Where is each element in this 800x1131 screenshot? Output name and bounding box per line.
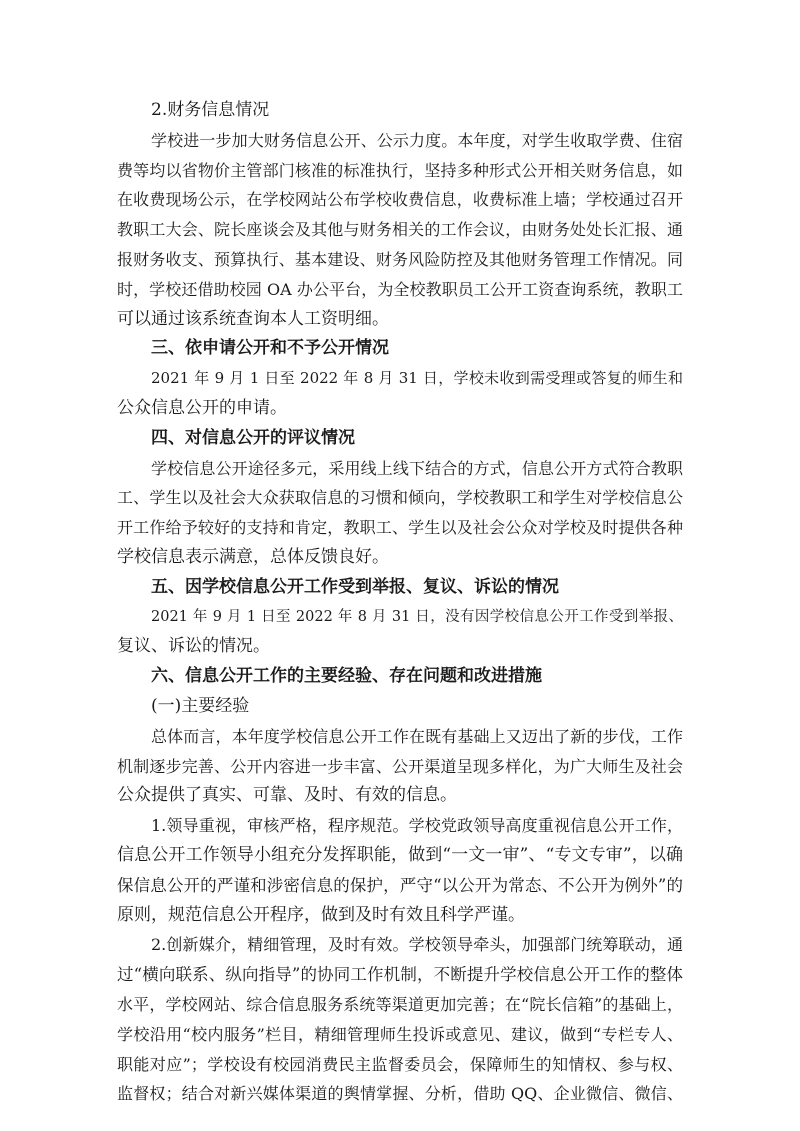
- document-body: [117, 96, 683, 1109]
- paragraph-line: 总体而言，本年度学校信息公开工作在既有基础上又迈出了新的步伐，工作: [151, 726, 683, 746]
- paragraph-line: (一)主要经验: [151, 695, 250, 716]
- paragraph-line: 公众信息公开的申请。: [117, 397, 287, 418]
- paragraph-line: 学校信息表示满意，总体反馈良好。: [117, 546, 389, 567]
- paragraph-line: 公众提供了真实、可靠、及时、有效的信息。: [117, 785, 457, 806]
- section-heading: 五、因学校信息公开工作受到举报、复议、诉讼的情况: [151, 576, 559, 597]
- paragraph-line: 学校信息公开途径多元，采用线上线下结合的方式，信息公开方式符合教职: [151, 458, 683, 478]
- paragraph-line: 职能对应”；学校设有校园消费民主监督委员会，保障师生的知情权、参与权、: [117, 1054, 683, 1074]
- paragraph-line: 2021 年 9 月 1 日至 2022 年 8 月 31 日，没有因学校信息公开工作受到举报、: [151, 608, 683, 625]
- paragraph-line: 机制逐步完善、公开内容进一步丰富、公开渠道呈现多样化，为广大师生及社会: [117, 756, 683, 776]
- paragraph-line: 工、学生以及社会大众获取信息的习惯和倾向，学校教职工和学生对学校信息公: [117, 488, 683, 508]
- paragraph-line: 监督权；结合对新兴媒体渠道的舆情掌握、分析，借助 QQ、企业微信、微信、: [117, 1084, 683, 1104]
- paragraph-line: 1.领导重视，审核严格，程序规范。学校党政领导高度重视信息公开工作，: [151, 816, 683, 836]
- section-heading: 四、对信息公开的评议情况: [151, 427, 355, 448]
- section-heading: 六、信息公开工作的主要经验、存在问题和改进措施: [151, 666, 542, 687]
- paragraph-line: 学校进一步加大财务信息公开、公示力度。本年度，对学生收取学费、住宿: [151, 130, 683, 150]
- paragraph-line: 信息公开工作领导小组充分发挥职能，做到“一文一审”、“专文专审”，以确: [117, 844, 683, 865]
- paragraph-line: 水平，学校网站、综合信息服务系统等渠道更加完善；在“院长信箱”的基础上，: [117, 994, 683, 1014]
- paragraph-line: 开工作给予较好的支持和肯定，教职工、学生以及社会公众对学校及时提供各种: [117, 518, 683, 538]
- paragraph-line: 过“横向联系、纵向指导”的协同工作机制，不断提升学校信息公开工作的整体: [117, 965, 683, 985]
- section-heading: 三、依申请公开和不予公开情况: [151, 338, 389, 359]
- paragraph-line: 复议、诉讼的情况。: [117, 636, 270, 657]
- paragraph-line: 保信息公开的严谨和涉密信息的保护，严守“以公开为常态、不公开为例外”的: [117, 875, 683, 895]
- paragraph-line: 费等均以省物价主管部门核准的标准执行，坚持多种形式公开相关财务信息，如: [117, 160, 683, 180]
- paragraph-line: 原则，规范信息公开程序，做到及时有效且科学严谨。: [117, 904, 525, 925]
- paragraph-line: 报财务收支、预算执行、基本建设、财务风险防控及其他财务管理工作情况。同: [117, 249, 683, 269]
- paragraph-line: 2.财务信息情况: [151, 100, 270, 120]
- paragraph-line: 2021 年 9 月 1 日至 2022 年 8 月 31 日，学校未收到需受理或答复的师生和: [151, 369, 683, 388]
- paragraph-line: 时，学校还借助校园 OA 办公平台，为全校教职员工公开工资查询系统，教职工: [117, 279, 683, 299]
- paragraph-line: 学校沿用“校内服务”栏目，精细管理师生投诉或意见、建议，做到“专栏专人、: [117, 1024, 683, 1044]
- paragraph-line: 教职工大会、院长座谈会及其他与财务相关的工作会议，由财务处处长汇报、通: [117, 220, 683, 240]
- paragraph-line: 可以通过该系统查询本人工资明细。: [117, 308, 389, 329]
- paragraph-line: 2.创新媒介，精细管理，及时有效。学校领导牵头，加强部门统筹联动，通: [151, 935, 683, 955]
- paragraph-line: 在收费现场公示，在学校网站公布学校收费信息，收费标准上墙；学校通过召开: [117, 190, 683, 210]
